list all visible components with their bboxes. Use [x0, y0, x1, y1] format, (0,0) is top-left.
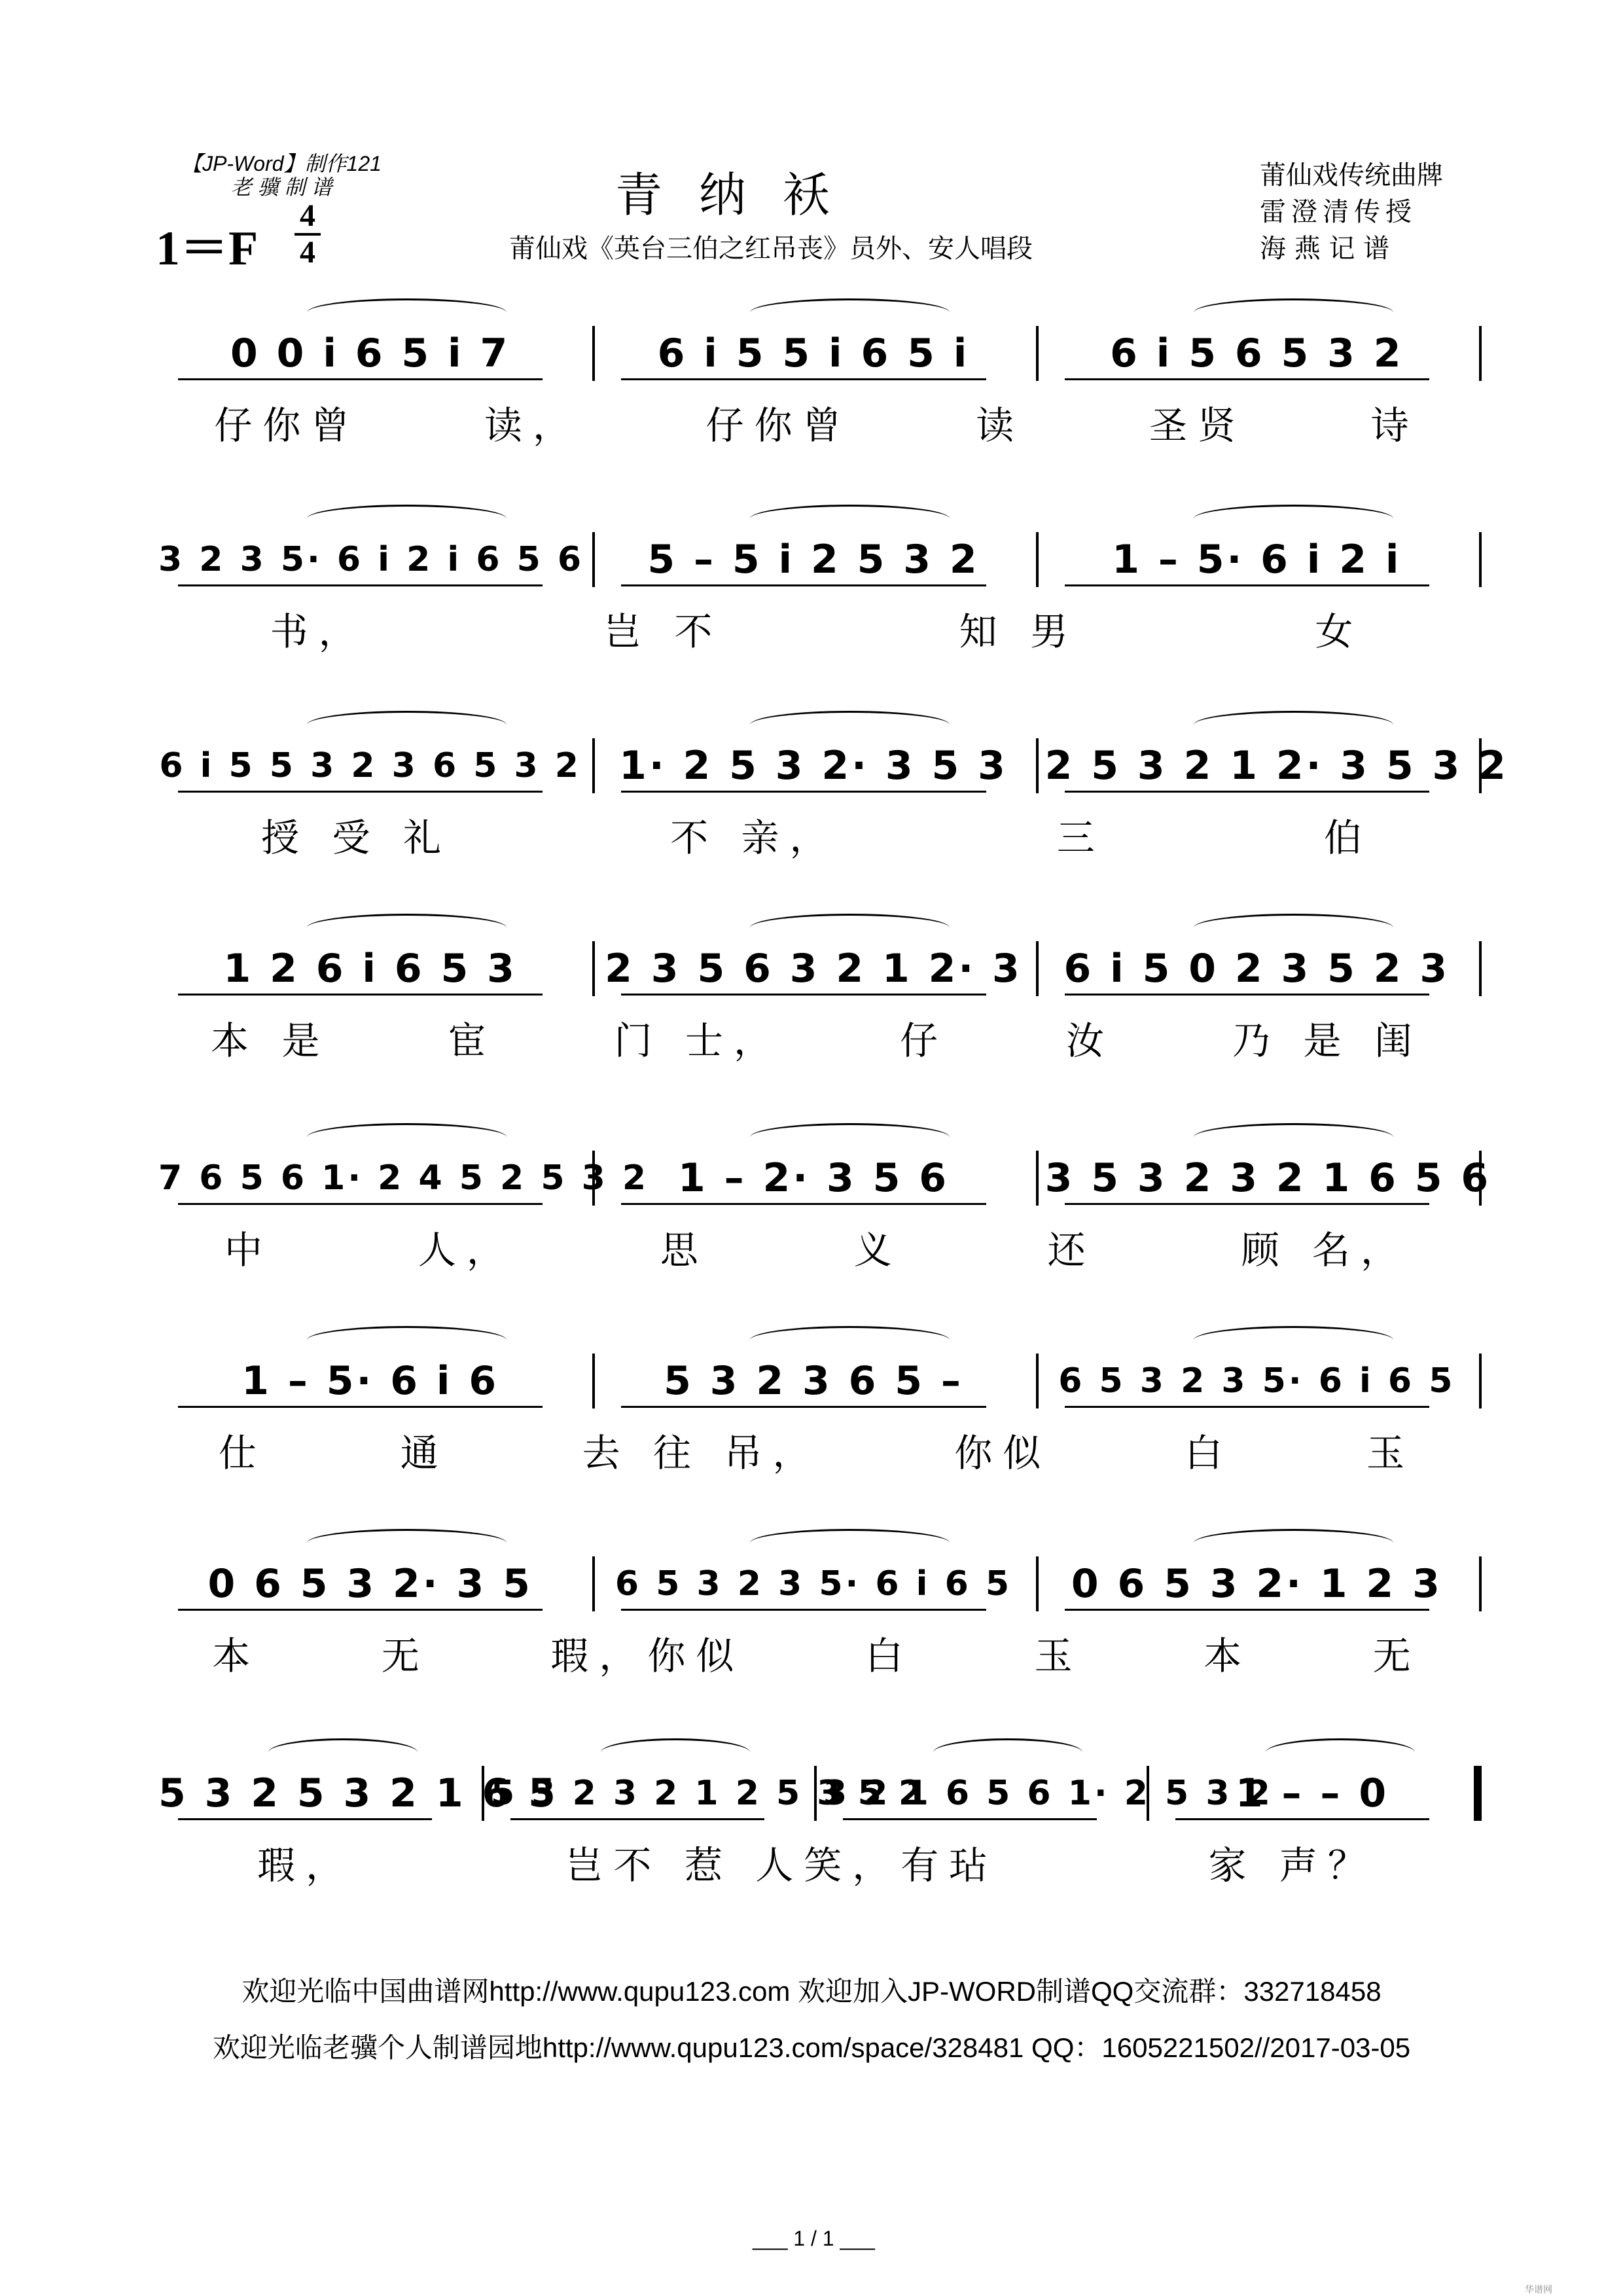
lyric: 本 是: [211, 1018, 330, 1063]
lyric: 中: [224, 1228, 273, 1272]
lyric: 瑕，: [257, 1843, 355, 1888]
lyric: 玉: [1034, 1634, 1083, 1678]
measure: 6 i 5 5 i 6 5 i: [657, 331, 970, 376]
measure: 0 6 5 3 2· 3 5: [207, 1561, 533, 1607]
lyric: 瑕，你似: [550, 1634, 745, 1678]
notes-line: [152, 1761, 1482, 1826]
time-top: 4: [300, 198, 315, 233]
score-row: [152, 1761, 1482, 1892]
measure: 2 3 5 6 3 2 1 2· 3: [605, 946, 1022, 992]
notes-line: [152, 733, 1508, 798]
measure: 7 6 5 6 1· 2 4 5 2 5 3 2: [158, 1158, 649, 1198]
lyric: 本: [212, 1634, 261, 1678]
score-row: [152, 733, 1508, 864]
lyric: 门 士，: [614, 1018, 782, 1063]
score-row: [152, 1145, 1491, 1276]
credit: [164, 152, 399, 199]
measure: 5 – 5 i 2 5 3 2: [647, 537, 980, 583]
measure: 3 5 3 2 3 2 1 6 5 6: [1044, 1155, 1491, 1201]
lyric: 仔: [900, 1018, 949, 1063]
credit-line-2: 老 骥 制 谱: [230, 175, 332, 199]
page-number: ___ 1 / 1 ___: [753, 2227, 875, 2250]
measure: 0 6 5 3 2· 1 2 3: [1071, 1561, 1442, 1607]
lyrics-line: [152, 1224, 1482, 1270]
subtitle: 莆仙戏《英台三伯之红吊丧》员外、安人唱段: [509, 234, 1033, 264]
measure: 1 – – 0: [1235, 1770, 1389, 1816]
lyric: 无: [1372, 1634, 1421, 1678]
footer-line-1: 欢迎光临中国曲谱网http://www.qupu123.com 欢迎加入JP-WORD制谱QQ交流群：332718458: [241, 1976, 1382, 2007]
watermark: 华谱网: [1525, 2284, 1552, 2295]
info-line-3: 海 燕 记 谱: [1260, 234, 1390, 264]
lyric: 岂不 惹 人笑，有玷: [565, 1843, 998, 1888]
measure: 1 – 2· 3 5 6: [678, 1155, 949, 1201]
lyric: 去 往 吊，: [582, 1431, 821, 1475]
measure: 6 i 5 6 5 3 2: [1110, 331, 1404, 376]
measure: 2 5 3 2 1 2· 3 5 3 2: [1044, 743, 1508, 789]
lyric: 宦: [448, 1018, 497, 1063]
measure: 5 3 2 3 6 5 –: [664, 1358, 963, 1404]
page-title: 青纳袄: [615, 168, 867, 223]
info-block: [1260, 157, 1482, 267]
lyrics-line: [152, 605, 1482, 654]
lyrics-line: [152, 1839, 1482, 1888]
lyric: 圣贤: [1149, 403, 1246, 448]
lyric: 通: [400, 1431, 449, 1475]
time-signature: [294, 200, 321, 268]
lyric: 岂 不: [603, 609, 723, 654]
lyric: 你似: [954, 1431, 1052, 1475]
lyrics-line: [152, 399, 1482, 448]
footer-line-2: 欢迎光临老骥个人制谱园地http://www.qupu123.com/space/328481 QQ：1605221502//2017-03-05: [212, 2032, 1411, 2063]
info-line-1: 莆仙戏传统曲牌: [1260, 160, 1443, 190]
info-line-2: 雷澄清传授: [1260, 197, 1417, 227]
measure: 0 0 i 6 5 i 7: [230, 331, 510, 376]
lyric: 三: [1056, 816, 1105, 860]
notes-line: [152, 1348, 1482, 1414]
lyric: 授 受 礼: [261, 816, 452, 860]
lyric: 玉: [1366, 1431, 1415, 1475]
lyric: 诗: [1370, 403, 1419, 448]
lyric: 知 男: [959, 609, 1079, 654]
score-row: [152, 321, 1482, 452]
lyric: 读: [976, 403, 1025, 448]
measure: 3 2 1 6 5 6 1· 2 5 3 2: [823, 1774, 1273, 1813]
lyric: 乃 是 闺: [1232, 1018, 1423, 1063]
score-row: [152, 527, 1482, 658]
lyric: 顾 名，: [1241, 1228, 1409, 1272]
lyric: 家 声？: [1208, 1843, 1376, 1888]
measure: 6 i 5 5 3 2 3 6 5 3 2: [159, 746, 581, 785]
lyric: 人，: [418, 1228, 515, 1272]
lyric: 还: [1047, 1228, 1096, 1272]
lyric: 仔你曾: [705, 403, 851, 448]
lyric: 思: [660, 1228, 709, 1272]
measure: 5 3 2 3 2 1 2 5 3 5 2: [491, 1774, 925, 1813]
notes-line: [152, 527, 1482, 592]
measure: 6 5 3 2 3 5· 6 i 6 5: [615, 1564, 1012, 1604]
measure: 1· 2 5 3 2· 3 5 3: [619, 743, 1008, 789]
lyrics-line: [152, 1630, 1482, 1676]
lyric: 读，: [484, 403, 581, 448]
lyric: 不 亲，: [670, 816, 838, 860]
notes-line: [152, 1145, 1491, 1211]
notes-line: [152, 936, 1482, 1001]
score-row: [152, 936, 1482, 1067]
lyric: 女: [1315, 609, 1364, 654]
lyric: 书，: [270, 609, 367, 654]
score-row: [152, 1348, 1482, 1479]
credit-line-1: 【JP-Word】制作121: [181, 152, 382, 175]
notes-line: [152, 1551, 1482, 1617]
notes-line: [152, 321, 1482, 386]
measure: 6 i 5 0 2 3 5 2 3: [1063, 946, 1450, 992]
lyric: 仔你曾: [214, 403, 360, 448]
lyric: 汝: [1066, 1018, 1115, 1063]
lyrics-line: [152, 1427, 1482, 1473]
key-signature: 1＝F: [156, 222, 259, 276]
lyric: 义: [853, 1228, 902, 1272]
lyric: 仕: [218, 1431, 267, 1475]
score-row: [152, 1551, 1482, 1682]
lyrics-line: [152, 812, 1482, 860]
lyric: 无: [381, 1634, 430, 1678]
lyrics-line: [152, 1014, 1482, 1063]
measure: 6 5 3 2 3 5· 6 i 6 5: [1058, 1361, 1455, 1401]
measure: 5 3 2 5 3 2 1 6 5: [158, 1770, 558, 1816]
lyric: 伯: [1323, 816, 1372, 860]
measure: 1 2 6 i 6 5 3: [223, 946, 517, 992]
measure: 1 – 5· 6 i 6: [241, 1358, 499, 1404]
lyric: 本: [1204, 1634, 1253, 1678]
time-bottom: 4: [300, 235, 315, 270]
lyric: 白: [865, 1634, 914, 1678]
measure: 1 – 5· 6 i 2 i: [1112, 537, 1402, 583]
measure: 3 2 3 5· 6 i 2 i 6 5 6: [158, 540, 584, 579]
lyric: 白: [1185, 1431, 1234, 1475]
